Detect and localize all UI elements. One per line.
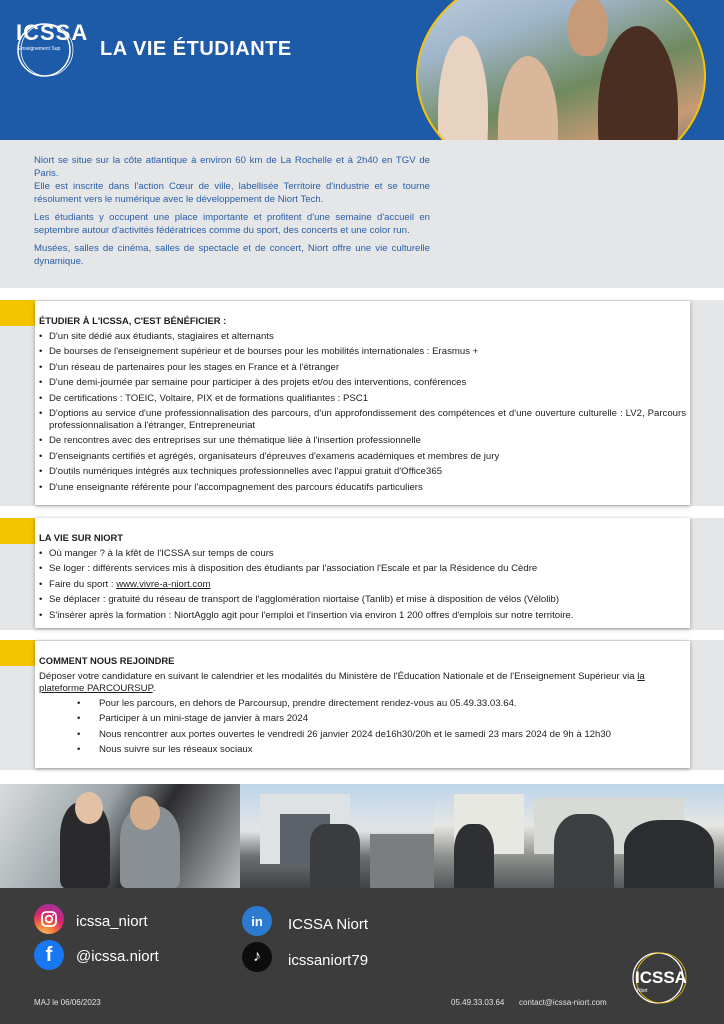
vivre-a-niort-link[interactable]: www.vivre-a-niort.com (116, 578, 211, 590)
list-item: • Participer à un mini-stage de janvier à mars 2024 (39, 713, 686, 725)
section-accent (0, 518, 36, 544)
tiktok-handle[interactable]: icssaniort79 (288, 952, 369, 969)
footer-logo-text: ICSSA (635, 968, 687, 987)
list-item: • D'une demi-journée par semaine pour participer à des projets et/ou des interventions, conférences (39, 377, 686, 389)
list-item: • Se loger : différents services mis à disposition des étudiants par l'association l'Escale et par la Résidence du Cèdre (39, 563, 686, 575)
logo-subtitle: Enseignement Sup (18, 46, 61, 52)
tiktok-icon[interactable]: ♪ (242, 942, 272, 972)
linkedin-handle[interactable]: ICSSA Niort (288, 916, 369, 933)
rejoindre-intro: Déposer votre candidature en suivant le calendrier et les modalités du Ministère de l'Éducation Nationale et de l'Enseignement Supérieur via la plateforme PARCOURSUP. (39, 671, 645, 694)
intro-paragraph-2: Les étudiants y occupent une place importante et profitent d'une semaine d'accueil en septembre autour d'activités fédératrices comme du sport, des concerts et une color run. (34, 212, 430, 236)
footer-logo-subtitle: Niort (637, 988, 648, 994)
list-item: • D'options au service d'une professionnalisation des parcours, d'un approfondissement des compétences et d'une ouverture culturelle : LV2, Parcours professionnalisation à l'étranger, Entrepreneuriat (39, 408, 686, 432)
footer-email[interactable]: contact@icssa-niort.com (519, 998, 607, 1007)
rejoindre-list (39, 698, 686, 756)
building-entrance-photo (240, 784, 434, 888)
list-item: • Faire du sport : www.vivre-a-niort.com (39, 579, 686, 591)
facebook-icon[interactable]: f (34, 940, 64, 970)
rejoindre-title: COMMENT NOUS REJOINDRE (39, 655, 175, 666)
linkedin-icon[interactable]: in (242, 906, 272, 936)
list-item: • Nous suivre sur les réseaux sociaux (39, 744, 686, 756)
etudier-title: ÉTUDIER À L'ICSSA, C'EST BÉNÉFICIER : (39, 315, 227, 326)
section-accent (0, 300, 36, 326)
intro-paragraph-3: Musées, salles de cinéma, salles de spectacle et de concert, Niort offre une vie culturelle dynamique. (34, 243, 430, 267)
page-title: LA VIE ÉTUDIANTE (100, 38, 292, 60)
list-item: • S'insérer après la formation : NiortAgglo agit pour l'emploi et l'insertion via environ 1 200 offres d'emplois sur notre territoire. (39, 610, 686, 622)
list-item: • D'une enseignante référente pour l'accompagnement des parcours éducatifs particuliers (39, 482, 686, 494)
vie-card (35, 518, 690, 628)
logo-text: ICSSA (16, 20, 89, 45)
etudier-card (35, 301, 690, 505)
intro-text (34, 154, 430, 273)
vie-list (39, 548, 686, 622)
intro-paragraph-1: Niort se situe sur la côte atlantique à environ 60 km de La Rochelle et à 2h40 en TGV de Paris. Elle est inscrite dans l'action Cœur de ville, labellisée Territoire d'industrie et se tourne résolument vers le numérique avec le développement de Niort Tech. (34, 155, 430, 205)
list-item: • D'enseignants certifiés et agrégés, organisateurs d'épreuves d'examens académiques et membres de jury (39, 451, 686, 463)
list-item: • Pour les parcours, en dehors de Parcoursup, prendre directement rendez-vous au 05.49.33.03.64. (39, 698, 686, 710)
list-item: • D'un site dédié aux étudiants, stagiaires et alternants (39, 331, 686, 343)
rejoindre-card (35, 641, 690, 768)
update-date: MAJ le 06/06/2023 (34, 998, 101, 1007)
section-accent (0, 640, 36, 666)
list-item: • De certifications : TOEIC, Voltaire, PIX et de formations qualifiantes : PSC1 (39, 393, 686, 405)
instagram-icon[interactable] (34, 904, 64, 934)
facebook-handle[interactable]: @icssa.niort (76, 948, 159, 965)
list-item: • Nous rencontrer aux portes ouvertes le vendredi 26 janvier 2024 de16h30/20h et le samedi 23 mars 2024 de 9h à 12h30 (39, 729, 686, 741)
list-item: • Se déplacer : gratuité du réseau de transport de l'agglomération niortaise (Tanlib) et mise à disposition de vélos (Vélolib) (39, 594, 686, 606)
list-item: • De bourses de l'enseignement supérieur et de bourses pour les mobilités internationales : Erasmus + (39, 346, 686, 358)
classroom-photo (0, 784, 240, 888)
list-item: • D'outils numériques intégrés aux techniques professionnelles avec l'appui gratuit d'Office365 (39, 466, 686, 478)
instagram-handle[interactable]: icssa_niort (76, 913, 148, 930)
photo-strip (0, 784, 724, 888)
vie-title: LA VIE SUR NIORT (39, 532, 124, 543)
parcoursup-link[interactable]: la plateforme PARCOURSUP (39, 671, 645, 694)
footer-phone[interactable]: 05.49.33.03.64 (451, 998, 505, 1007)
list-item: • Où manger ? à la kfêt de l'ICSSA sur temps de cours (39, 548, 686, 560)
list-item: • De rencontres avec des entreprises sur une thématique liée à l'insertion professionnelle (39, 435, 686, 447)
students-outdoors-photo (434, 784, 724, 888)
list-item: • D'un réseau de partenaires pour les stages en France et à l'étranger (39, 362, 686, 374)
etudier-list (39, 331, 686, 494)
